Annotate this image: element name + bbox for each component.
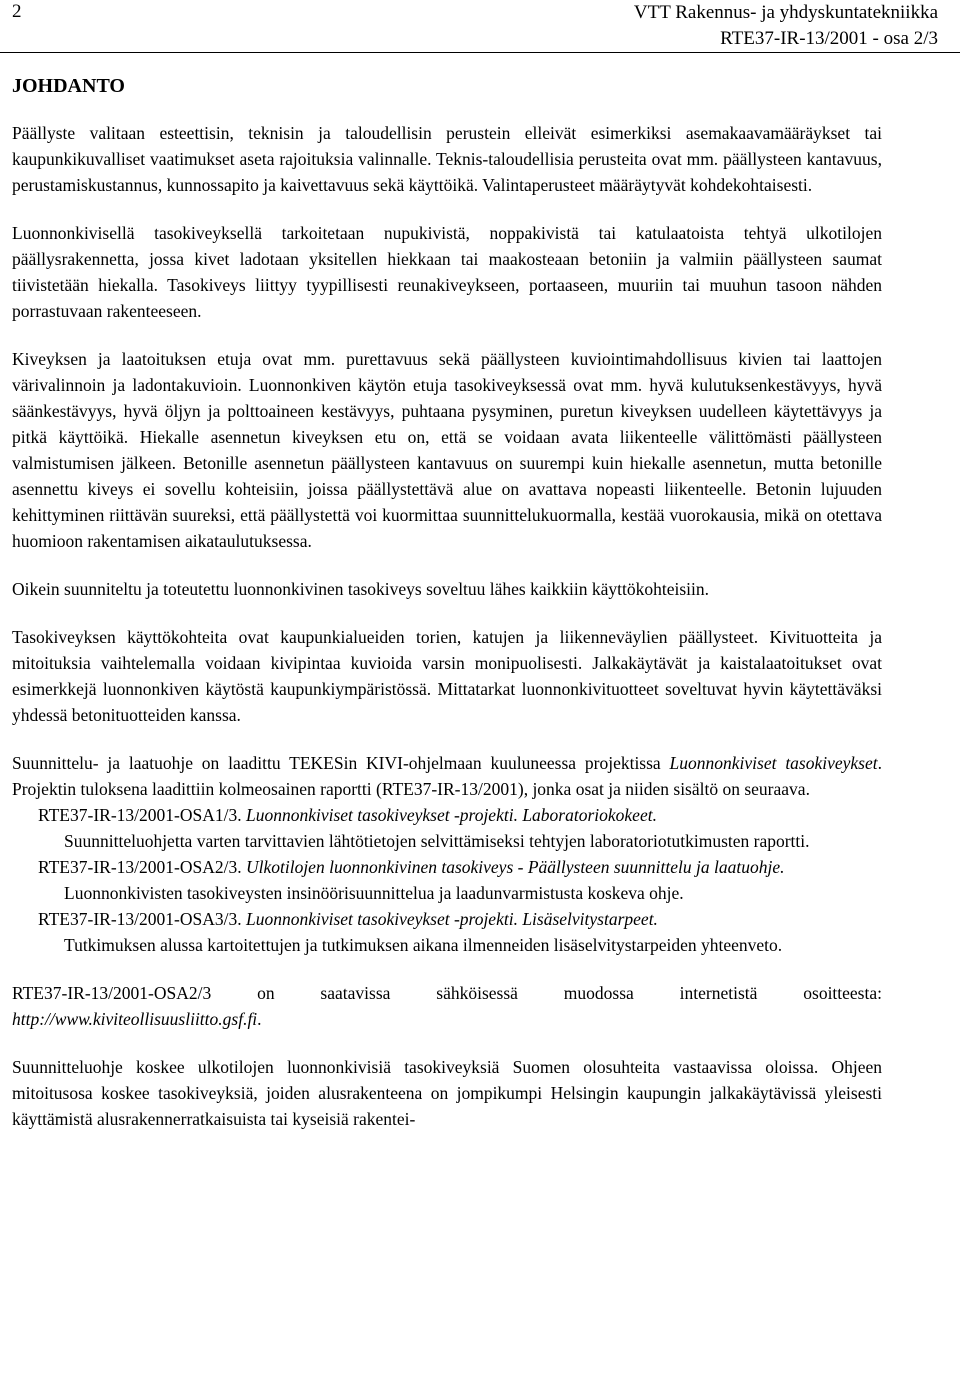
paragraph-7 — [12, 980, 882, 1032]
report-part-code: RTE37-IR-13/2001-OSA3/3. — [38, 909, 242, 929]
report-part-description: Suunnitteluohjetta varten tarvittavien lähtötietojen selvittämiseksi tehtyjen laboratoriotutkimusten raportti. — [64, 831, 810, 851]
paragraph-7-text: RTE37-IR-13/2001-OSA2/3 on saatavissa sähköisessä muodossa internetistä osoitteesta: — [12, 983, 882, 1003]
paragraph-6 — [12, 750, 882, 802]
report-part — [12, 906, 882, 958]
report-parts-list — [12, 802, 882, 958]
running-header — [634, 0, 938, 52]
header-report-id: RTE37-IR-13/2001 - osa 2/3 — [720, 28, 938, 49]
project-name: Luonnonkiviset tasokiveykset — [669, 753, 878, 773]
report-part-description: Tutkimuksen alussa kartoitettujen ja tutkimuksen aikana ilmenneiden lisäselvitystarpeiden yhteenveto. — [64, 935, 783, 955]
report-part-title-line — [12, 802, 882, 828]
report-part-title: Luonnonkiviset tasokiveykset -projekti. Laboratoriokokeet. — [245, 805, 657, 825]
paragraph-4: Oikein suunniteltu ja toteutettu luonnonkivinen tasokiveys soveltuu lähes kaikkiin käyttökohteisiin. — [12, 579, 709, 599]
website-link[interactable]: http://www.kiviteollisuusliitto.gsf.fi — [12, 1009, 258, 1029]
paragraph-7-text-end: . — [257, 1009, 262, 1029]
header-organization: VTT Rakennus- ja yhdyskuntatekniikka — [633, 2, 938, 23]
report-part-description: Luonnonkivisten tasokiveysten insinöörisuunnittelua ja laadunvarmistusta koskeva ohje. — [64, 883, 684, 903]
report-part-title-line — [12, 854, 882, 880]
report-part-title-line — [12, 906, 882, 932]
report-part-title: Ulkotilojen luonnonkivinen tasokiveys - Päällysteen suunnittelu ja laatuohje. — [245, 857, 785, 877]
paragraph-3: Kiveyksen ja laatoituksen etuja ovat mm. purettavuus sekä päällysteen kuviointimahdollisuus kivien tai laattojen värivalinnoin ja ladontakuvioin. Luonnonkiven käytön etuja tasokiveyksessä ovat mm. hyvä kulutuksenkestävyys, hyvä säänkestävyys, hyvä öljyn ja polttoaineen kestävyys, puhtaana pysyminen, puretun kiveyksen uudelleen käytettävyys ja pitkä käyttöikä. Hiekalle asennetun kiveyksen etu on, että se voidaan avata liikenteelle välittömästi päällysteen valmistumisen jälkeen. Betonille asennetun päällysteen kantavuus on suurempi kuin hiekalle asennetun, mutta betonille asennettu kiveys ei sovellu kohteisiin, joissa päällystettävä alue on avattava nopeasti liikenteelle. Betonin lujuuden kehittyminen riittävän suureksi, että päällystettä voi kuormittaa suunnittelukuormalla, kestää vuorokausia, mikä on otettava huomioon rakentamisen aikataulutuksessa. — [12, 349, 882, 551]
report-part — [12, 802, 882, 854]
paragraph-5: Tasokiveyksen käyttökohteita ovat kaupunkialueiden torien, katujen ja liikenneväylien päällysteet. Kivituotteita ja mitoituksia vaihtelemalla voidaan kivipintaa kuvioida varsin monipuolisesti. Jalkakäytävät ja kaistalaatoitukset ovat esimerkkejä luonnonkiven käytöstä kaupunkiympäristössä. Mittatarkat luonnonkivituotteet soveltuvat hyvin käytettäväksi yhdessä betonituotteiden kanssa. — [12, 627, 882, 725]
section-heading: JOHDANTO — [12, 75, 125, 97]
report-part-code: RTE37-IR-13/2001-OSA1/3. — [38, 805, 242, 825]
header-rule — [0, 52, 960, 53]
paragraph-2: Luonnonkivisellä tasokiveyksellä tarkoitetaan nupukivistä, noppakivistä tai katulaatoista tehtyä ulkotilojen päällysrakennetta, jossa kivet ladotaan yksitellen hiekkaan tai maakosteaan betoniin ja valmiin päällysteen saumat tiivistetään hiekalla. Tasokiveys liittyy tyypillisesti reunakiveykseen, portaaseen, muuriin tai muuhun tasoon nähden porrastuvaan rakenteeseen. — [12, 223, 882, 321]
paragraph-8: Suunnitteluohje koskee ulkotilojen luonnonkivisiä tasokiveyksiä Suomen olosuhteita vastaavissa oloissa. Ohjeen mitoitusosa koskee tasokiveyksiä, joiden alusrakenteena on jompikumpi Helsingin kaupungin jalkakäytävissä yleisesti käyttämistä alusrakennerratkaisuista tai kyseisiä rakentei- — [12, 1057, 882, 1129]
paragraph-6-text-end: . Projektin tuloksena laadittiin kolmeosainen raportti (RTE37-IR-13/2001), jonka osat ja niiden sisältö on seuraava. — [12, 753, 882, 799]
report-part-code: RTE37-IR-13/2001-OSA2/3. — [38, 857, 242, 877]
report-part — [12, 854, 882, 906]
report-part-title: Luonnonkiviset tasokiveykset -projekti. Lisäselvitystarpeet. — [245, 909, 658, 929]
document-body — [12, 120, 882, 1154]
paragraph-1: Päällyste valitaan esteettisin, teknisin ja taloudellisin perustein elleivät esimerkiksi asemakaavamääräykset tai kaupunkikuvalliset vaatimukset aseta rajoituksia valinnalle. Teknis-taloudellisia perusteita ovat mm. päällysteen kantavuus, perustamiskustannus, kunnossapito ja kaivettavuus sekä käyttöikä. Valintaperusteet määräytyvät kohdekohtaisesti. — [12, 123, 882, 195]
page-number: 2 — [12, 1, 22, 22]
paragraph-6-text: Suunnittelu- ja laatuohje on laadittu TEKESin KIVI-ohjelmaan kuuluneessa projektissa — [12, 753, 670, 773]
